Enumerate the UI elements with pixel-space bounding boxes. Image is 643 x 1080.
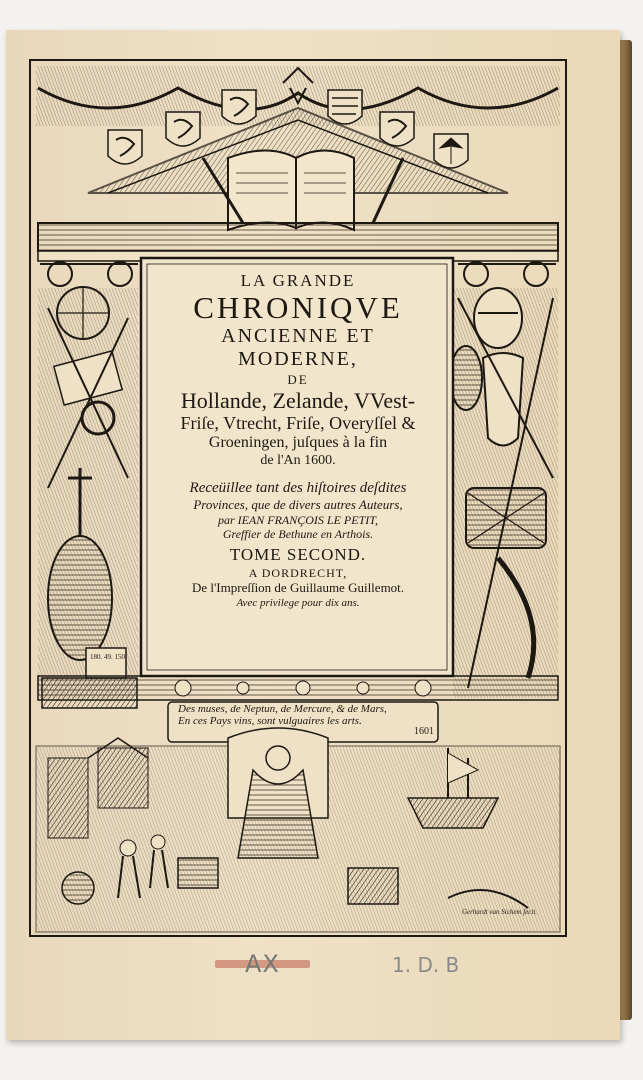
title-line-la-grande: LA GRANDE	[240, 271, 356, 290]
title-line-ancienne: ANCIENNE ET	[221, 325, 375, 348]
title-line-moderne: MODERNE,	[238, 348, 358, 371]
motto-cartouche	[172, 704, 440, 740]
title-line-groeningen: Groeningen, juſques à la fin	[208, 434, 388, 452]
harbor-scene	[36, 728, 560, 932]
pedestal-numbers: 180. 49. 150.	[90, 653, 127, 661]
right-trophy	[450, 288, 558, 698]
shelf-mark-text: AX	[245, 950, 280, 978]
left-trophy	[38, 287, 138, 708]
cartouche-year: 1601	[414, 726, 434, 737]
imprint-place: A DORDRECHT,	[248, 565, 348, 580]
title-line-chronique: CHRONIQVE	[193, 289, 403, 325]
subtitle-provinces: Provinces, que de divers autres Auteurs,	[193, 497, 403, 513]
title-panel	[145, 262, 451, 672]
title-line-hollande: Hollande, Zelande, VVest-	[180, 388, 416, 414]
call-number-annotation: 1. D. B	[392, 953, 460, 977]
title-line-year: de l'An 1600.	[260, 452, 336, 468]
volume-label: TOME SECOND.	[229, 545, 367, 565]
motto-line-1: Des muses, de Neptun, de Mercure, & de Mars,	[178, 703, 387, 715]
engraver-signature: Gerhardt van Sichem fecit.	[462, 908, 538, 916]
subtitle-recueillee: Receüillee tant des hiſtoires deſdites	[189, 479, 407, 496]
title-line-frise: Friſe, Vtrecht, Friſe, Overyſſel &	[180, 413, 416, 434]
author-line: par IEAN FRANÇOIS LE PETIT,	[217, 512, 379, 527]
privilege-line: Avec privilege pour dix ans.	[236, 597, 360, 610]
shelf-mark-annotation	[245, 950, 280, 978]
title-line-de: DE	[287, 372, 309, 388]
motto-line-2: En ces Pays vins, sont vulguaires les arts.	[178, 714, 362, 727]
author-title: Greffier de Bethune en Arthois.	[222, 527, 374, 542]
imprint-printer: De l'Impreſſion de Guillaume Guillemot.	[191, 579, 405, 595]
